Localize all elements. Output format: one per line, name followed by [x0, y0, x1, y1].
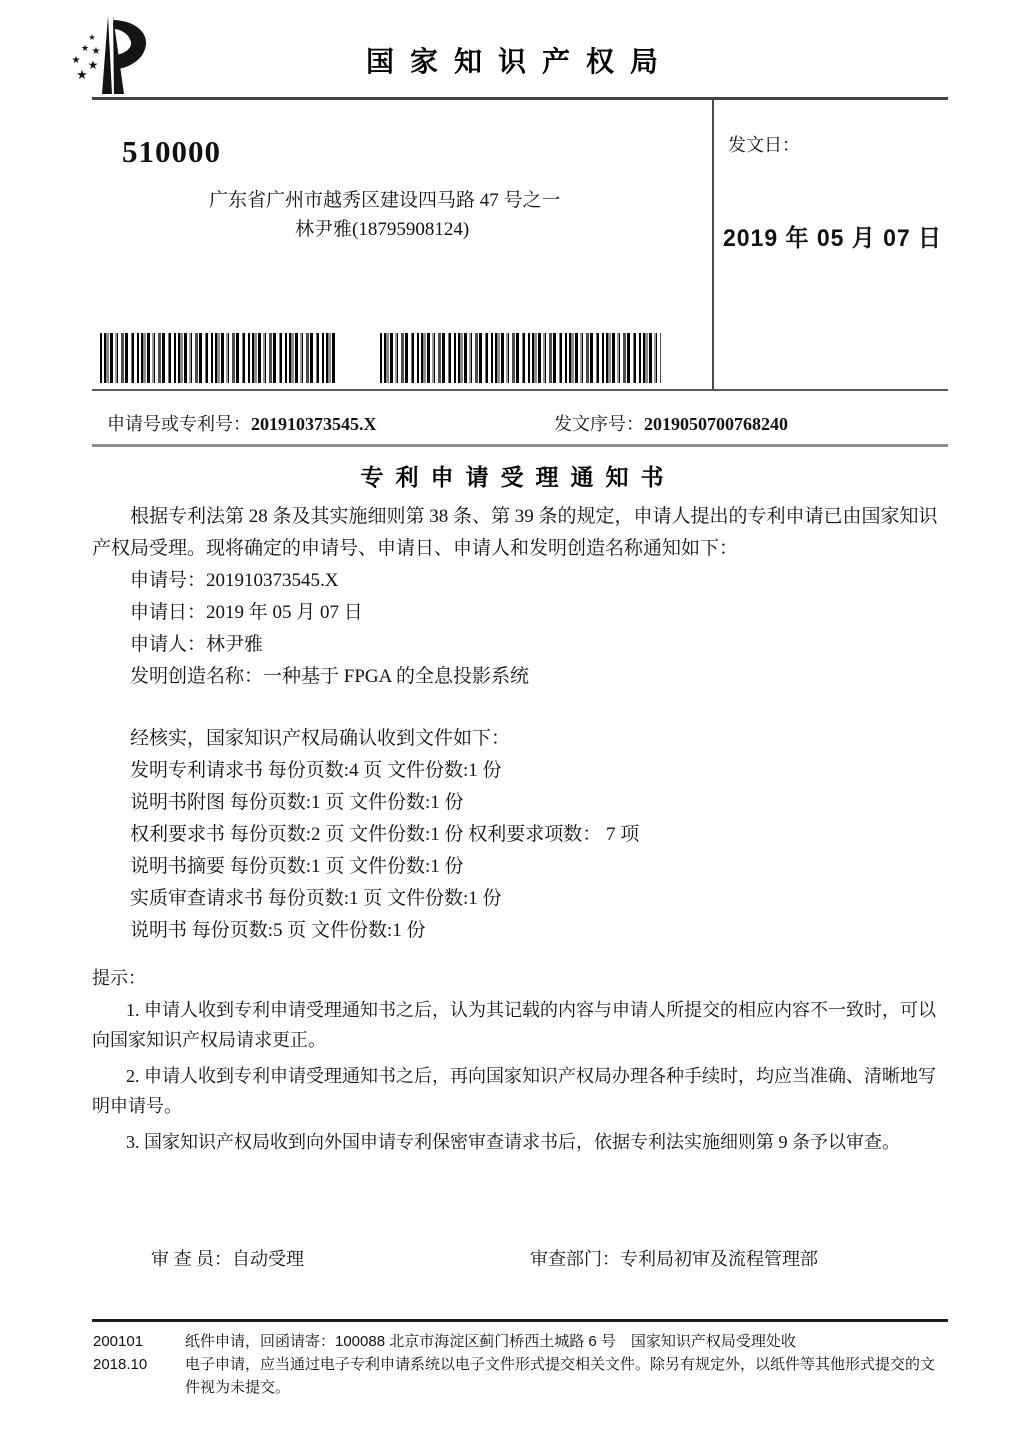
tip-item: 1. 申请人收到专利申请受理通知书之后，认为其记载的内容与申请人所提交的相应内容不一致时，可以向国家知识产权局请求更正。: [92, 1000, 936, 1050]
recipient-postal-code: 510000: [122, 134, 221, 169]
section-rule: [92, 444, 948, 447]
barcode-serial: [380, 333, 661, 383]
document-item: 实质审查请求书 每份页数:1 页 文件份数:1 份: [130, 888, 502, 909]
recipient-name-phone: 林尹雅(18795908124): [295, 219, 470, 240]
serial-number-group: [554, 410, 788, 436]
field-applicant: 申请人：林尹雅: [130, 634, 264, 655]
footer-note: 纸件申请，回函请寄：100088 北京市海淀区蓟门桥西土城路 6 号 国家知识产权局受理处收: [185, 1333, 796, 1350]
agency-title: 国家知识产权局: [365, 46, 674, 77]
footer-code: 2018.10: [93, 1356, 148, 1373]
field-application-date: 申请日：2019 年 05 月 07 日: [130, 602, 363, 623]
spacer: [92, 693, 950, 723]
field-invention-title: 发明创造名称：一种基于 FPGA 的全息投影系统: [130, 666, 530, 687]
document-item: 说明书 每份页数:5 页 文件份数:1 份: [130, 920, 426, 941]
footer-row: [93, 1353, 949, 1399]
dispatch-date-label: 发文日：: [728, 135, 800, 155]
barcode-bottom-rule: [92, 389, 948, 391]
notice-body: [92, 501, 950, 947]
footer-row: [93, 1330, 949, 1353]
svg-text:★: ★: [76, 67, 88, 82]
svg-text:★: ★: [71, 55, 81, 66]
tip-item: 2. 申请人收到专利申请受理通知书之后，再向国家知识产权局办理各种手续时，均应当准确、清晰地写明申请号。: [92, 1066, 936, 1116]
footer: [93, 1330, 949, 1399]
department-line: 审查部门：专利局初审及流程管理部: [530, 1249, 818, 1269]
document-item: 说明书附图 每份页数:1 页 文件份数:1 份: [130, 792, 464, 813]
serial-number-label: 发文序号：: [554, 414, 644, 434]
field-application-number: 申请号：201910373545.X: [130, 570, 339, 591]
recipient-address: 广东省广州市越秀区建设四马路 47 号之一: [209, 190, 561, 211]
svg-text:★: ★: [91, 46, 101, 57]
application-number-label: 申请号或专利号：: [107, 414, 251, 434]
received-documents-intro: 经核实，国家知识产权局确认收到文件如下：: [130, 728, 511, 749]
application-number-value: 201910373545.X: [251, 414, 377, 434]
intro-paragraph: 根据专利法第 28 条及其实施细则第 38 条、第 39 条的规定，申请人提出的专利申请已由国家知识产权局受理。现将确定的申请号、申请日、申请人和发明创造名称通知如下：: [92, 506, 938, 559]
svg-text:★: ★: [87, 58, 99, 72]
footer-note: 电子申请，应当通过电子专利申请系统以电子文件形式提交相关文件。除另有规定外，以纸件等其他形式提交的文件视为未提交。: [185, 1356, 936, 1396]
examiner-line: 审 查 员：自动受理: [151, 1249, 304, 1269]
svg-text:★: ★: [80, 43, 90, 53]
svg-text:★: ★: [88, 33, 96, 42]
serial-number-value: 2019050700768240: [644, 414, 788, 434]
dispatch-date-value: 2019 年 05 月 07 日: [723, 225, 942, 252]
notice-title: 专利申请受理通知书: [360, 464, 676, 490]
document-item: 说明书摘要 每份页数:1 页 文件份数:1 份: [130, 856, 464, 877]
document-item: 权利要求书 每份页数:2 页 文件份数:1 份 权利要求项数： 7 项: [130, 824, 640, 845]
tips-label: 提示：: [92, 968, 146, 988]
footer-rule: [92, 1319, 948, 1322]
document-item: 发明专利请求书 每份页数:4 页 文件份数:1 份: [130, 760, 502, 781]
barcode-application: [100, 333, 336, 383]
tips-section: [92, 963, 952, 1163]
application-number-group: [107, 410, 377, 436]
vertical-divider: [712, 100, 714, 390]
tip-item: 3. 国家知识产权局收到向外国申请专利保密审查请求书后，依据专利法实施细则第 9 条予以审查。: [126, 1132, 900, 1152]
footer-code: 200101: [93, 1333, 144, 1350]
header-rule: [92, 97, 948, 100]
